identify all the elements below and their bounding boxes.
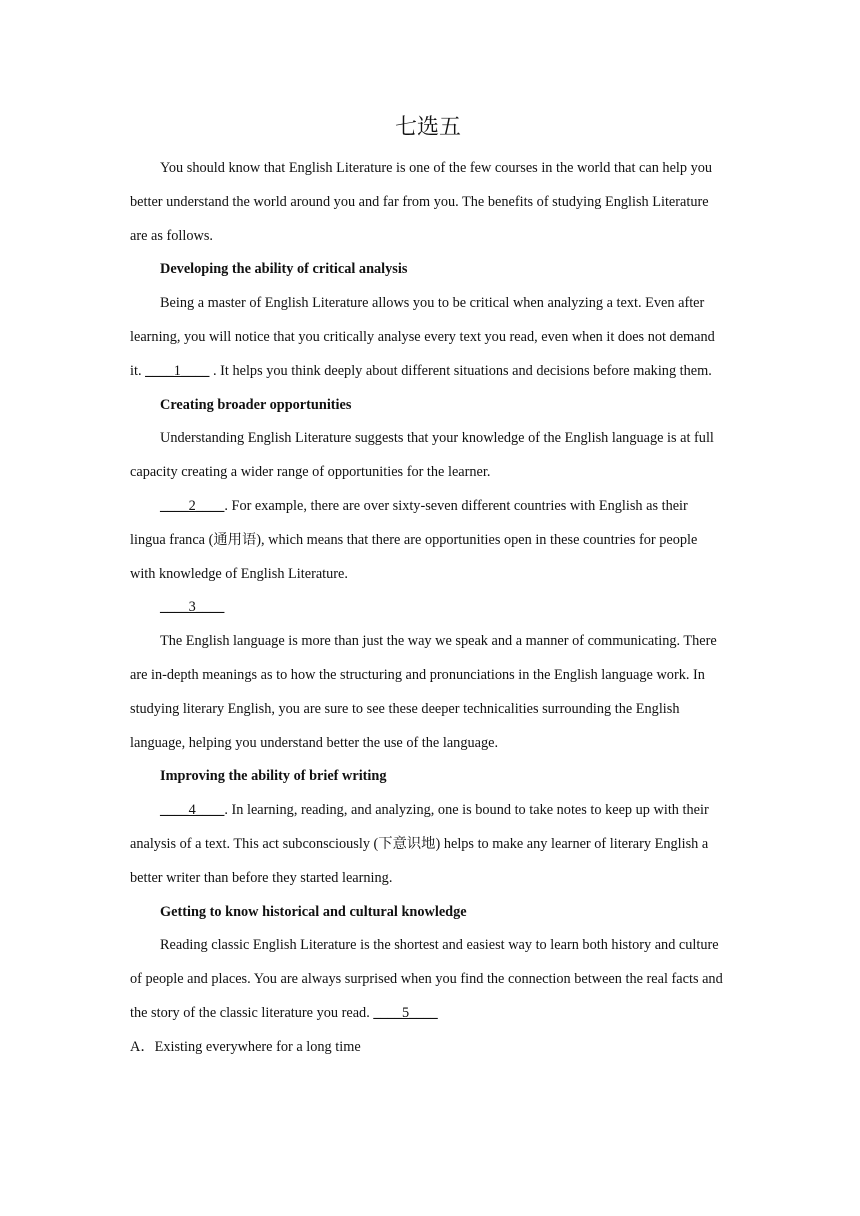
paragraph-text: Being a master of English Literature allows you to be critical when analyzing a text. Even after learning, you will notice that you critically analyse every text you read, even when it does not demand it. bbox=[130, 295, 715, 379]
document-page bbox=[130, 112, 726, 1065]
section-heading-brief-writing: Improving the ability of brief writing bbox=[160, 768, 387, 785]
paragraph-text: Reading classic English Literature is the shortest and easiest way to learn both history and culture of people and places. You are always surprised when you find the connection between the real facts and the story of the classic literature you read. bbox=[130, 937, 723, 1021]
history-culture-paragraph bbox=[130, 929, 726, 1030]
blank-3-line bbox=[130, 591, 726, 625]
blank-1: ____1____ bbox=[145, 362, 210, 379]
paragraph-text: . It helps you think deeply about different situations and decisions before making them. bbox=[209, 362, 712, 379]
blank-2: ____2____ bbox=[160, 497, 225, 514]
option-a: A．Existing everywhere for a long time bbox=[130, 1038, 361, 1055]
section-heading-critical-analysis: Developing the ability of critical analysis bbox=[160, 261, 408, 278]
brief-writing-paragraph bbox=[130, 794, 726, 895]
blank-5: ____5____ bbox=[373, 1004, 438, 1021]
paragraph-text: . In learning, reading, and analyzing, one is bound to take notes to keep up with their analysis of a text. This act subconsciously (下意识地) helps to make any learner of literary English a better writer than before they started learning. bbox=[130, 802, 709, 886]
page-title: 七选五 bbox=[394, 114, 461, 139]
opportunities-paragraph: Understanding English Literature suggests that your knowledge of the English language is at full capacity creating a wider range of opportunities for the learner. bbox=[130, 430, 714, 481]
blank-4: ____4____ bbox=[160, 802, 225, 819]
intro-paragraph: You should know that English Literature is one of the few courses in the world that can help you better understand the world around you and far from you. The benefits of studying English Literature are as follows. bbox=[130, 160, 713, 244]
language-paragraph: The English language is more than just the way we speak and a manner of communicating. There are in-depth meanings as to how the structuring and pronunciations in the English language work. In studying literary English, you are sure to see these deeper technicalities surrounding the English language, helping you understand better the use of the language. bbox=[130, 633, 717, 751]
section-heading-opportunities: Creating broader opportunities bbox=[160, 396, 352, 413]
lingua-franca-paragraph bbox=[130, 490, 726, 591]
section-heading-history-culture: Getting to know historical and cultural knowledge bbox=[160, 903, 467, 920]
paragraph-text: . For example, there are over sixty-seven different countries with English as their lingua franca (通用语), which means that there are opportunities open in these countries for people with knowledge of English Literature. bbox=[130, 497, 698, 582]
blank-3: ____3____ bbox=[160, 599, 225, 616]
critical-analysis-paragraph bbox=[130, 287, 726, 388]
